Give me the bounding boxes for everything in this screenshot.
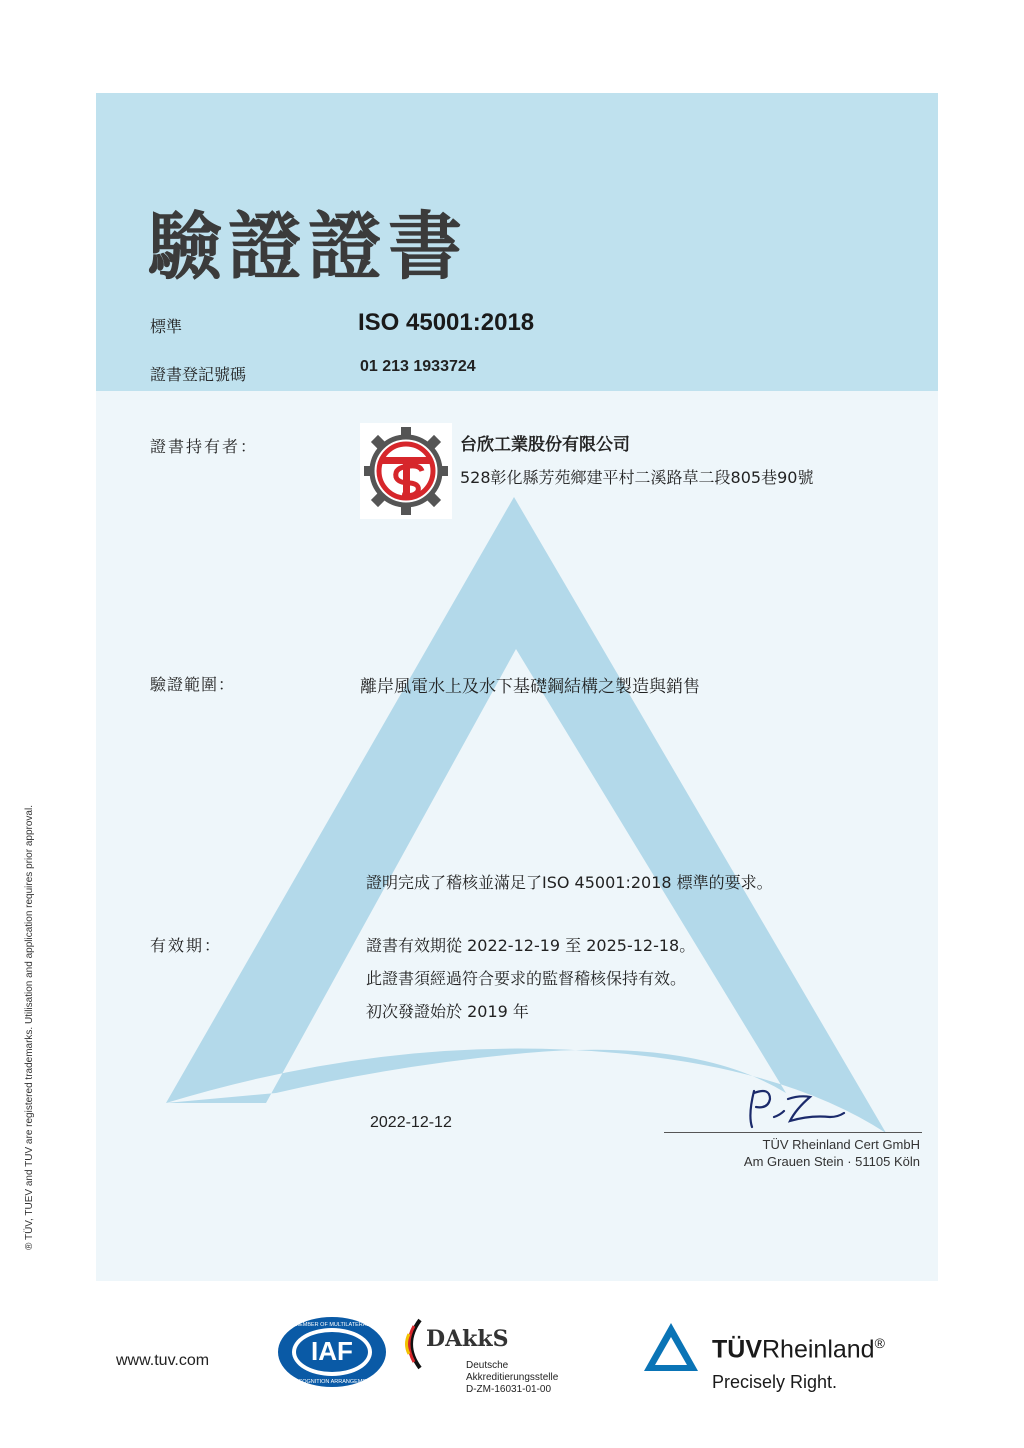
signature-image: [740, 1085, 850, 1133]
dakks-logo-icon: [398, 1314, 428, 1374]
dakks-name: DAkkS: [426, 1326, 509, 1352]
initial-issue: 初次發證始於 2019 年: [366, 1002, 529, 1021]
validity-condition: 此證書須經過符合要求的監督稽核保持有效。: [366, 969, 687, 988]
signature-line: [664, 1132, 922, 1133]
tuv-rheinland-brand: [712, 1335, 885, 1364]
certificate-number-label: 證書登記號碼: [150, 365, 247, 384]
validity-period: 證書有效期從 2022-12-19 至 2025-12-18。: [366, 936, 696, 955]
conformity-statement: 證明完成了稽核並滿足了ISO 45001:2018 標準的要求。: [366, 873, 773, 892]
standard-label: 標準: [150, 317, 183, 336]
tuv-brand-bold: TÜV: [712, 1335, 762, 1364]
holder-label: 證書持有者：: [150, 437, 259, 456]
tuv-registered-mark: ®: [874, 1335, 885, 1351]
scope-value: 離岸風電水上及水下基礎鋼結構之製造與銷售: [360, 677, 700, 697]
tuv-slogan: Precisely Right.: [712, 1372, 838, 1392]
certificate-title: 驗證證書: [148, 204, 468, 290]
validity-label: 有效期：: [150, 936, 223, 955]
certificate-number-value: 01 213 1933724: [360, 358, 476, 375]
iaf-ring-top-text: MEMBER OF MULTILATERAL: [294, 1322, 370, 1328]
tuv-triangle-icon: [642, 1321, 700, 1373]
ts-gear-logo-icon: [360, 423, 452, 519]
scope-label: 驗證範圍：: [150, 675, 236, 694]
issuer-address: Am Grauen Stein · 51105 Köln: [743, 1154, 920, 1169]
trademark-note: ® TÜV, TUEV and TUV are registered trademarks. Utilisation and application requires prior approval.: [24, 805, 35, 1250]
company-address: 528彰化縣芳苑鄉建平村二溪路草二段805巷90號: [460, 468, 814, 487]
iaf-ring-bottom-text: RECOGNITION ARRANGEMENT: [290, 1379, 374, 1385]
iaf-logo-text: IAF: [311, 1336, 353, 1366]
website-link[interactable]: www.tuv.com: [116, 1352, 210, 1369]
tuv-brand-rest: Rheinland: [762, 1335, 875, 1364]
issuer-name: TÜV Rheinland Cert GmbH: [762, 1137, 920, 1152]
iaf-logo-icon: [276, 1315, 388, 1389]
dakks-line-2: Akkreditierungsstelle: [466, 1372, 559, 1383]
company-name: 台欣工業股份有限公司: [460, 435, 630, 455]
issue-date: 2022-12-12: [370, 1114, 452, 1131]
dakks-accreditation-number: D-ZM-16031-01-00: [466, 1384, 552, 1395]
dakks-line-1: Deutsche: [466, 1360, 509, 1371]
standard-value: ISO 45001:2018: [358, 309, 535, 336]
